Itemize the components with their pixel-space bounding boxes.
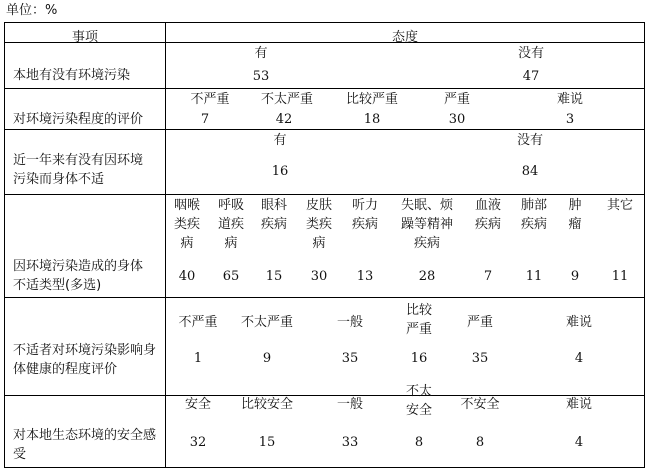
row-divider <box>5 194 644 195</box>
row-label: 对本地生态环境的安全感受 <box>13 428 157 462</box>
option-label: 一般 <box>336 315 363 330</box>
option-label: 不太安全 <box>405 384 432 418</box>
survey-table <box>4 22 645 468</box>
row-divider <box>5 129 644 130</box>
option-label: 严重 <box>443 92 470 107</box>
value-cell: 30 <box>448 112 466 127</box>
value-cell: 7 <box>483 269 493 284</box>
option-label: 呼吸道疾病 <box>217 198 244 251</box>
value-cell: 18 <box>363 112 381 127</box>
option-label: 难说 <box>556 92 583 107</box>
value-cell: 84 <box>521 164 539 179</box>
value-cell: 7 <box>200 112 210 127</box>
value-cell: 15 <box>258 435 276 450</box>
value-cell: 9 <box>570 269 580 284</box>
option-label: 安全 <box>184 397 211 412</box>
option-label: 严重 <box>466 315 493 330</box>
option-label: 没有 <box>517 46 544 61</box>
value-cell: 33 <box>341 435 359 450</box>
option-label: 其它 <box>606 198 633 213</box>
option-label: 没有 <box>516 133 543 148</box>
option-label: 肺部疾病 <box>520 198 547 232</box>
value-cell: 4 <box>574 351 584 366</box>
row-label: 近一年来有没有因环境污染而身体不适 <box>13 153 144 187</box>
value-cell: 9 <box>262 351 272 366</box>
value-cell: 65 <box>222 269 240 284</box>
value-cell: 32 <box>189 435 207 450</box>
option-label: 失眠、烦躁等精神疾病 <box>400 198 453 251</box>
option-label: 不太严重 <box>240 315 293 330</box>
value-cell: 1 <box>193 351 203 366</box>
value-cell: 3 <box>565 112 575 127</box>
option-label: 咽喉类疾病 <box>173 198 200 251</box>
option-label: 比较严重 <box>405 303 432 337</box>
row-divider <box>5 395 644 396</box>
value-cell: 11 <box>611 269 629 284</box>
value-cell: 8 <box>414 435 424 450</box>
value-cell: 15 <box>265 269 283 284</box>
row-label: 因环境污染造成的身体不适类型(多选) <box>13 259 144 293</box>
option-label: 有 <box>254 46 268 61</box>
option-label: 听力疾病 <box>351 198 378 232</box>
column-divider <box>165 23 166 467</box>
value-cell: 35 <box>471 351 489 366</box>
unit-note: 单位：% <box>6 3 58 18</box>
option-label: 眼科疾病 <box>260 198 287 232</box>
option-label: 比较安全 <box>240 397 293 412</box>
option-label: 不安全 <box>460 397 500 412</box>
value-cell: 11 <box>525 269 543 284</box>
option-label: 肿瘤 <box>568 198 582 232</box>
value-cell: 30 <box>310 269 328 284</box>
row-label: 对环境污染程度的评价 <box>13 112 144 127</box>
row-divider <box>5 88 644 89</box>
row-divider <box>5 297 644 298</box>
value-cell: 13 <box>356 269 374 284</box>
option-label: 一般 <box>336 397 363 412</box>
header-item: 事项 <box>71 30 98 45</box>
value-cell: 47 <box>522 69 540 84</box>
value-cell: 8 <box>475 435 485 450</box>
option-label: 难说 <box>565 397 592 412</box>
option-label: 有 <box>273 133 287 148</box>
option-label: 不严重 <box>190 92 230 107</box>
option-label: 难说 <box>565 315 592 330</box>
value-cell: 42 <box>275 112 293 127</box>
option-label: 血液疾病 <box>474 198 501 232</box>
value-cell: 53 <box>252 69 270 84</box>
value-cell: 4 <box>574 435 584 450</box>
row-label: 不适者对环境污染影响身体健康的程度评价 <box>13 343 157 377</box>
option-label: 皮肤类疾病 <box>305 198 332 251</box>
row-label: 本地有没有环境污染 <box>13 68 131 83</box>
value-cell: 16 <box>271 164 289 179</box>
value-cell: 16 <box>410 351 428 366</box>
option-label: 比较严重 <box>345 92 398 107</box>
option-label: 不严重 <box>178 315 218 330</box>
value-cell: 40 <box>178 269 196 284</box>
header-attitude: 态度 <box>391 30 418 45</box>
value-cell: 35 <box>341 351 359 366</box>
value-cell: 28 <box>418 269 436 284</box>
option-label: 不太严重 <box>260 92 313 107</box>
